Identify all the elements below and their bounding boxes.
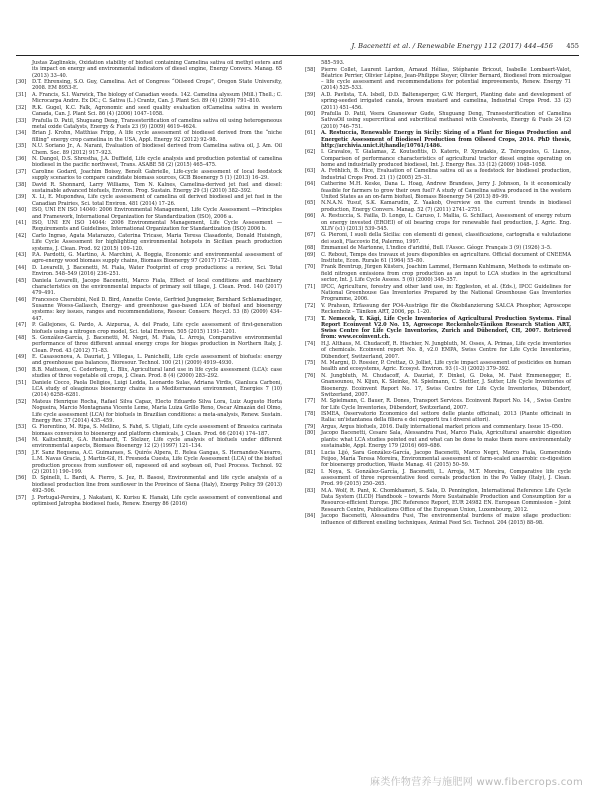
reference-text: E. Casassonova, A. Dauriat, J. Villegas, L. Panichelli, Life cycle assessment of biofuels: energy and greenhouse gas balances, Bioresour. Technol. 100 (21) (2009) 4919–4930.	[32, 354, 282, 367]
reference-entry	[16, 297, 282, 322]
reference-entry	[305, 411, 571, 424]
reference-text: Argus, Argus biofuels, 2016. Daily international market prices and commentary. Issue 15–050.	[321, 423, 563, 430]
reference-text: P. Gallejones, G. Pardo, A. Aizpurua, A. del Prado, Life cycle assessment of first-generation biofuels using a nitrogen crop model, Sci. total Environ. 505 (2015) 1191–1201.	[32, 322, 282, 335]
reference-text: Justas Zaglinskis, Oxidation stability of biofuel containing Camelina sativa oil methyl esters and its impact on energy and environmental indicators of diesel engine, Energy Convers. Manag. 65 (2013) 33–40.	[32, 60, 282, 79]
reference-number: [45]	[16, 277, 27, 284]
reference-number: [84]	[305, 513, 316, 520]
reference-entry	[305, 469, 571, 488]
reference-entry	[16, 367, 282, 380]
reference-number: [30]	[16, 79, 27, 86]
reference-entry	[16, 233, 282, 252]
reference-number: [48]	[16, 335, 27, 341]
reference-text: A. Francis, S.I. Warwick, The biology of Canadian weeds. 142. Camelina alyssum (Mill.) Thell.; C. Microcarpa Andrz. Ex DC.; C. Sativa (L.) Crantz, Can. J. Plant Sci. 89 (4) (2009) 791–810.	[32, 91, 282, 105]
reference-entry	[305, 284, 571, 303]
reference-entry	[16, 105, 282, 118]
reference-entry	[16, 220, 282, 233]
reference-text: D. Spinelli, L. Bardi, A. Fierro, S. Jez, R. Basosi, Environmental and life cycle analysis of a biodiesel production line from sunflower in the Province of Siena (Italy), Energy Policy 59 (2013) 492–506.	[32, 475, 282, 494]
reference-number: [43]	[16, 252, 27, 258]
reference-entry	[16, 437, 282, 450]
reference-text: A. Fröhlich, B. Rice, Evaluation of Camelina sativa oil as a feedstock for biodiesel production, Industrial Crops Prod. 21 (1) (2005) 25–31.	[321, 168, 571, 181]
reference-number: [51]	[16, 379, 27, 386]
reference-text: Pierre Collet, Laurent Lardon, Arnaud Hélias, Stéphanie Bricout, Isabelle Lombaert-Valot, Béatrice Perrier, Olivier Lépine, Jean-Philippe Steyer, Olivier Bernard, Biodiesel from microalgae – life cycle assessment and recommendations for potential improvements, Renew. Energy 71 (2014) 525–533.	[321, 66, 571, 92]
reference-number: [39]	[16, 194, 27, 201]
reference-number: [32]	[16, 104, 27, 111]
reference-text: V. Prahsun, Erfassung der PO4-Austräge für die Ökobilanzierung SALCA Phosphor, Agroscope Reckenholz – Tänikon ART, 2006, pp. 1–20.	[321, 302, 571, 315]
reference-number: [80]	[305, 430, 316, 437]
reference-entry	[305, 252, 571, 265]
reference-number: [77]	[305, 398, 316, 405]
reference-entry	[16, 194, 282, 207]
reference-number: [40]	[16, 207, 27, 214]
reference-number: [79]	[305, 423, 316, 430]
reference-number: [50]	[16, 366, 27, 373]
reference-text: A. Restuccia, Renewable Energy in Sicily: Sizing of a Plant for Biogas Production and Energetic Assessment of Biodiesel Production from Oilseed Crops, 2014. PhD thesis, http://archivia.unict.it/handle/10761/1486.	[321, 130, 571, 149]
reference-number: [69]	[305, 251, 316, 258]
reference-entry	[305, 130, 571, 149]
reference-number: [47]	[16, 322, 27, 329]
reference-text: M. Spielmann, C. Bauer, R. Dones, Transport Services. Ecoinvent Report No. 14, , Swiss Centre for Life Cycle Inventories, Dübendorf, Switzerland, 2007.	[321, 398, 571, 411]
reference-number: [66]	[305, 213, 316, 220]
reference-number: [74]	[305, 340, 316, 347]
reference-entry	[16, 354, 282, 367]
reference-text: IPCC, Agriculture, forestry and other land use, in: Eggleston, et al. (Eds.), IPCC Guidelines for National Greenhouse Gas Inventories Prepared by the National Greenhouse Gas Inventories Programme, 2006.	[321, 283, 571, 303]
reference-entry	[16, 92, 282, 105]
reference-entry	[16, 380, 282, 399]
reference-number: [33]	[16, 117, 27, 124]
reference-text: G. Pieroni, I suoli della Sicilia: con elementi di genesi, classificazione, cartografia e valutazione dei suoli, Flaccovio Ed, Palermo, 1997.	[321, 232, 571, 245]
reference-entry	[16, 182, 282, 195]
page-header	[16, 42, 579, 54]
reference-text: N. Jungbluth, M. Chudacoff, A. Dauriat, F. Dinkel, G. Doka, M. Faist Emmenegger, E. Gnansounou, N. Kljun, K. Sleinke, M. Spielmann, C. Stettler, J. Sutter, Life Cycle Inventories of Bioenergy. Ecoinvent Report No. 17, Swiss Centre for Life Cycle Inventories, Dübendorf, Switzerland, 2007.	[321, 372, 571, 398]
reference-number: [68]	[305, 245, 316, 252]
reference-text: Jacopo Bacenetti, Cesare Sala, Alessandra Fusi, Marco Fiala, Agricultural anaerobic digestion plants: what LCA studies pointed out and what can be done to make them more environmentally sustainable, Appl. Energy 179 (2016) 669–686.	[321, 430, 571, 450]
reference-text: Brian J. Krohn, Matthias Fripp, A life cycle assessment of biodiesel derived from the “niche filling” energy crop camelina in the USA, Appl. Energy 92 (2012) 92–98.	[32, 130, 282, 143]
site-watermark: 麻类作物营养与施肥网 www.fibercrops.com	[370, 777, 583, 788]
reference-entry	[16, 169, 282, 182]
reference-number: [61]	[305, 130, 316, 137]
references-left-column	[16, 60, 282, 507]
reference-number: [37]	[16, 168, 27, 175]
reference-number: [75]	[305, 360, 316, 367]
reference-text: N. Dangol, D.S. Shrestha, J.A. Duffield, Life cycle analysis and production potential of camelina biodiesel in the pacific northwest, Trans. ASABE 58 (2) (2015) 465–475.	[32, 156, 282, 169]
reference-number: [73]	[305, 315, 316, 322]
reference-number: [42]	[16, 232, 27, 239]
reference-text: Francesco Cherubini, Neil D. Bird, Annette Cowie, Gerfried Jungmeier, Bernhard Schlamadinger, Susanne Woess-Gallasch, Energy- and greenhouse gas-based LCA of biofuel and bioenergy systems: key issues, ranges and recommendations, Resour. Conserv. Recycl. 53 (8) (2009) 434–447.	[32, 296, 282, 322]
reference-entry	[305, 360, 571, 373]
reference-entry	[305, 60, 571, 66]
reference-entry	[16, 399, 282, 424]
reference-text: J.F. Sanz Requena, A.C. Guimaraes, S. Quirós Alpera, E. Relea Gangas, S. Hernandez-Navarro, L.M. Navas Gracia, J. Martin-Gil, H. Fresneda Cuesta, Life Cycle Assessment (LCA) of the biofuel production process from sunflower oil, rapeseed oil and soybean oil, Fuel Process. Technol. 92 (2) (2011) 190–199.	[32, 449, 282, 475]
reference-text: Daniela Lovarelli, Jacopo Bacenetti, Marco Fiala, Effect of local conditions and machinery characteristics on the environmental impacts of primary soil tillage, J. Clean. Prod. 140 (2017) 479–491.	[32, 277, 282, 297]
reference-number: [67]	[305, 232, 316, 239]
reference-number: [63]	[305, 168, 316, 175]
reference-entry	[305, 373, 571, 398]
reference-entry	[305, 67, 571, 92]
page-number: 455	[566, 42, 579, 50]
reference-entry	[305, 303, 571, 316]
reference-text: Prafulla D. Patil, Veera Gnaneswar Gude, Shuguang Deng, Transesterification of Camelina SativaOil using supercritical and subcritical methanol with Cosolvents, Energy & Fuels 24 (2) (2010) 746–751.	[321, 111, 571, 130]
reference-number: [78]	[305, 411, 316, 418]
reference-entry	[305, 149, 571, 168]
reference-number: [56]	[16, 475, 27, 482]
reference-number: [36]	[16, 156, 27, 162]
reference-text: Frank Brentrup, Jürgen Küsters, Joachim Lammel, Hermann Kuhlmann, Methods to estimate on-field nitrogen emissions from crop production as an input to LCA studies in the agricultural sector, Int. J. Life Cycle Assess. 5 (6) (2000) 349–357.	[321, 264, 571, 284]
reference-entry	[305, 316, 571, 341]
reference-entry	[305, 92, 571, 111]
reference-text: G. Fiorentino, M. Ripa, S. Mellino, S. Fahd, S. Ulgiati, Life cycle assessment of Brassica carinata biomass conversion to bioenergy and platform chemicals, J. Clean. Prod. 66 (2014) 174–187.	[32, 424, 282, 437]
reference-number: [54]	[16, 437, 27, 444]
reference-text: Catherine M.H. Keske, Dana L. Hoag, Andrew Brandess, Jerry J. Johnson, Is it economically feasible for farmers to grow their own fuel? A study of Camelina sativa produced in the western United States as an on-farm biofuel, Biomass Bioenergy 54 (2013) 89–99.	[321, 181, 571, 200]
reference-text: Mateus Henrique Rocha, Rafael Silva Capaz, Electo Eduardo Silva Lora, Luiz Augusto Horta Nogueira, Marcio Montagnana Vicente Leme, Maria Luiza Grillo Reno, Oscar Almazán del Olmo, Life cycle assessment (LCA) for biofuels in Brazilian conditions: a meta-analysis, Renew. Sustain. Energy Rev. 37 (2014) 435–459.	[32, 398, 282, 424]
reference-text: ISO, UNI EN ISO 14044: 2006 Environmental Management, Life Cycle Assessment —Requirements and Guidelines, International Organization for Standardization (ISO) 2006 b.	[32, 220, 282, 233]
reference-entry	[305, 213, 571, 232]
reference-entry	[16, 450, 282, 475]
reference-number: [83]	[305, 487, 316, 494]
reference-entry	[305, 341, 571, 360]
reference-entry	[16, 495, 282, 508]
reference-entry	[305, 181, 571, 200]
reference-number: [62]	[305, 149, 316, 156]
reference-text: M.A. Wolf, R. Pant, K. Chomkhamsri, S. Sala, D. Pennington, International Reference Life Cycle Data System (ILCD) Handbook – towards More Sustainable Production and Consumption for a Resource-efficient Europe. JRC Reference Report, EUR 24982 EN. European Commission – Joint Research Centre, Publications Office of the European Union, Luxembourg, 2012.	[321, 487, 571, 513]
reference-number: [34]	[16, 130, 27, 137]
reference-number: [82]	[305, 468, 316, 475]
reference-number: [58]	[305, 66, 316, 73]
reference-entry	[305, 168, 571, 181]
reference-entry	[16, 130, 282, 143]
reference-entry	[16, 424, 282, 437]
reference-number: [44]	[16, 264, 27, 271]
reference-entry	[16, 252, 282, 265]
reference-text: Daniele Cocco, Paola Deligios, Luigi Ledda, Leonardo Sulas, Adriana Virdis, Gianluca Carboni, LCA study of oleaginous bioenergy chains in a Mediterranean environment, Energies 7 (10) (2014) 6258–6281.	[32, 379, 282, 399]
reference-number: [70]	[305, 264, 316, 271]
reference-text: H.J. Althaus, M. Chudacoff, R. Hischier, N. Jungbluth, M. Osses, A. Primas, Life cycle inventories of chemicals. Ecoinvent report No. 8, v2.0 EMPA, Swiss Centre for Life Cycle Inventories, Dübendorf, Switzerland, 2007.	[321, 340, 571, 360]
reference-number: [65]	[305, 200, 316, 207]
reference-number: [46]	[16, 296, 27, 303]
reference-text: R.K. Gugel, K.C. Falk, Agronomic and seed quality evaluation ofCamelina sativa in western Canada, Can. J. Plant Sci. 86 (4) (2006) 1047–1058.	[32, 104, 282, 118]
reference-text: P.A. Pardotti, G. Martino, A. Marchini, A. Boggia, Economic and environmental assessment of agro-energy wood biomass supply chains, Biomass Bioenergy 97 (2017) 172–185.	[32, 252, 282, 265]
reference-text: Carlo Ingrao, Agata Matarazzo, Caterina Tricase, Maria Teresa Clasadonte, Donald Huisingh, Life Cycle Assessment for highlighting environmental hotspots in Sicilian peach production systems, J. Clean. Prod. 92 (2015) 109–120.	[32, 232, 282, 252]
reference-number: [49]	[16, 354, 27, 361]
reference-entry	[305, 232, 571, 245]
reference-text: X. Li, E. Mupondwa, Life cycle assessment of camelina oil derived biodiesel and jet fuel in the Canadian Prairies, Sci. total Environ. 481 (2014) 17–26.	[32, 194, 282, 207]
reference-text: ISO, UNI EN ISO 14040: 2006 Environmental Management, Life Cycle Assessment —Principles and Framework, International Organization for Standardization (ISO), 2006 a.	[32, 207, 282, 220]
reference-entry	[305, 398, 571, 411]
reference-entry	[16, 475, 282, 494]
reference-text: T. Nemecek, T. Kägi, Life Cycle Inventories of Agricultural Production Systems. Final Report Ecoinvent V2.0 No. 15, Agroscope Reckenholz-Tänikon Research Station ART, Swiss Centre for Life Cycle Inventories, Zurich and Dübendorf, CH, 2007. Retrieved from: www.ecoinvent.ch.	[321, 315, 571, 341]
reference-text: 585–593.	[321, 60, 345, 66]
reference-text: A. Restuccia, S. Failla, D. Longo, L. Caruso, I. Mallia, G. Schillaci, Assessment of energy return on energy invested (EROEI) of oil bearing crops for renewable fuel production, J. Agric. Eng. XLIV (s1) (2013) 539–545.	[321, 213, 571, 232]
reference-number: [57]	[16, 494, 27, 501]
reference-number: [76]	[305, 372, 316, 379]
reference-text: I. Noya, S. González-García, J. Bacenetti, L. Arroja, M.T. Moreira, Comparative life cycle assessment of three representative feed cereals production in the Po Valley (Italy), J. Clean. Prod. 99 (2015) 250–265.	[321, 468, 571, 488]
reference-number: [81]	[305, 449, 316, 456]
reference-number: [64]	[305, 181, 316, 188]
running-title: J. Bacenetti et al. / Renewable Energy 112 (2017) 444–456	[351, 42, 553, 50]
reference-text: Caroline Godard, Joachim Boissy, Benoît Gabrielle, Life-cycle assessment of local feedstock supply scenarios to compare candidate biomass sources, GCB Bioenergy 5 (1) (2013) 16–29.	[32, 168, 282, 182]
reference-number: [59]	[305, 91, 316, 98]
reference-text: N.U. Soriano Jr., A. Narani, Evaluation of biodiesel derived from Camelina sativa oil, J. Am. Oil Chem. Soc. 89 (2012) 917–923.	[32, 143, 282, 156]
reference-number: [55]	[16, 449, 27, 456]
reference-entry	[16, 118, 282, 131]
reference-number: [52]	[16, 398, 27, 405]
reference-entry	[16, 207, 282, 220]
reference-text: C. Rebout, Temps des travaux et jours disponibles en agriculture. Official document of CNEEMA Institute, Econ. Rurale 61 (1964) 55–80.	[321, 251, 571, 264]
reference-text: I. Gravalos, T. Gialamas, Z. Koutsofitis, D. Kateris, P. Xyradakis, Z. Tsiropoulos, G. Lianos, Comparison of performance characteristics of agricultural tractor diesel engine operating on home and industrially produced biodiesel, Int. J. Energy Res. 33 (12) (2009) 1048–1058.	[321, 149, 571, 168]
reference-text: D. Lovarelli, J. Bacenetti, M. Fiala, Water Footprint of crop productions: a review, Sci. Total Environ. 548–549 (2016) 236–251.	[32, 264, 282, 278]
reference-text: N.N.A.N. Yusuf, S.K. Kamarudin, Z. Yaakob, Overview on the current trends in biodiesel production, Energy Convers. Manag. 52 (7) (2011) 2741–2751.	[321, 200, 571, 213]
reference-entry	[305, 513, 571, 526]
reference-text: ISMEA, Osservatorio Economico del settore delle piante officinali, 2013 (Piante officinali in Italia: un'istantanea della filiera e dei rapporti tra i diversi attori).	[321, 411, 571, 424]
reference-text: J. Portugal-Pereira, J. Nakatani, K. Kurisu K. Hanaki, Life cycle assessment of conventional and optimised Jatropha biodiesel fuels, Renew. Energy 86 (2016)	[32, 494, 282, 507]
reference-entry	[305, 430, 571, 449]
reference-text: Jacopo Bacenetti, Alessandra Fusi, The environmental burdens of maize silage production: influence of different ensiling techniques, Animal Feed Sci. Technol. 204 (2015) 88–98.	[321, 513, 571, 526]
reference-entry	[16, 335, 282, 354]
reference-number: [71]	[305, 283, 316, 290]
reference-entry	[305, 111, 571, 130]
reference-entry	[305, 245, 571, 251]
reference-text: D.T. Ehrensing, S.O. Guy, Camelina. Act of Congress “Oilseed Crops”, Oregon State University, 2008. EM 8953-E.	[32, 79, 282, 92]
reference-text: M. Kaltschmitt, G.A. Reinhardt, T. Stelzer, Life cycle analysis of biofuels under different environmental aspects, Biomass Bioenergy 12 (2) (1997) 121–134.	[32, 437, 282, 450]
reference-text: Emmanuel de Martonne, L'indice d'aridité, Bull. l'Assoc. Géogr. Français 3 (9) (1926) 3–5.	[321, 245, 552, 252]
reference-number: [35]	[16, 143, 27, 150]
reference-entry	[305, 200, 571, 213]
reference-entry	[16, 60, 282, 79]
reference-entry	[305, 424, 571, 430]
reference-text: M. Margni, D. Rossier, P. Crettaz, O. Jolliet, Life cycle impact assessment of pesticides on human health and ecosystems, Agric. Ecosyst. Environ. 93 (1–3) (2002) 379–392.	[321, 360, 571, 373]
reference-number: [72]	[305, 302, 316, 309]
reference-number: [60]	[305, 111, 316, 118]
reference-entry	[16, 265, 282, 278]
reference-number: [53]	[16, 424, 27, 431]
header-divider	[16, 55, 579, 56]
reference-entry	[305, 450, 571, 469]
references-right-column	[305, 60, 571, 526]
reference-entry	[16, 143, 282, 156]
reference-text: S. González-García, J. Bacenetti, M. Negri, M. Fiala, L. Arroja, Comparative environmental performance of three different annual energy crops for biogas production in Northern Italy, J. Clean. Prod. 43 (2012) 71–83.	[32, 335, 282, 354]
reference-text: Lucia Lijó, Sara González-García, Jacopo Bacenetti, Marco Negri, Marco Fiala, Gumersindo Feijoo, María Teresa Moreira, Environmental assessment of farm-scaled anaerobic co-digestion for bioenergy production, Waste Manag. 41 (2015) 50–59.	[321, 449, 571, 469]
reference-number: [31]	[16, 91, 27, 98]
reference-entry	[305, 488, 571, 513]
reference-number: [38]	[16, 181, 27, 188]
reference-entry	[16, 156, 282, 169]
reference-text: B.B. Mattsson, C. Cederberg, L. Blix, Agricultural land use in life cycle assessment (LCA): case studies of three vegetable oil crops, J. Clean. Prod. 8 (4) (2000) 283–292.	[32, 366, 282, 380]
reference-entry	[16, 79, 282, 92]
reference-number: [41]	[16, 220, 27, 227]
reference-text: A.D. Pavlista, T.A. Isbell, D.D. Baltensperger, G.W. Hergert, Planting date and development of spring-seeded irrigated canola, brown mustard and camelina, Industrial Crops Prod. 33 (2) (2011) 451–456.	[321, 91, 571, 111]
reference-entry	[305, 264, 571, 283]
reference-text: Prafulla D. Patil, Shuguang Deng, Transesterification of camelina sativa oil using heterogeneous metal oxide Catalysts, Energy & Fuels 23 (9) (2009) 4619–4624.	[32, 117, 282, 130]
reference-entry	[16, 322, 282, 335]
reference-entry	[16, 278, 282, 297]
reference-text: David R. Shonnard, Larry Williams, Tom N. Kalnes, Camelina-derived jet fuel and diesel: sustainable advanced biofuels, Environ. Prog. Sustain. Energy 29 (3) (2010) 382–392.	[32, 181, 282, 194]
